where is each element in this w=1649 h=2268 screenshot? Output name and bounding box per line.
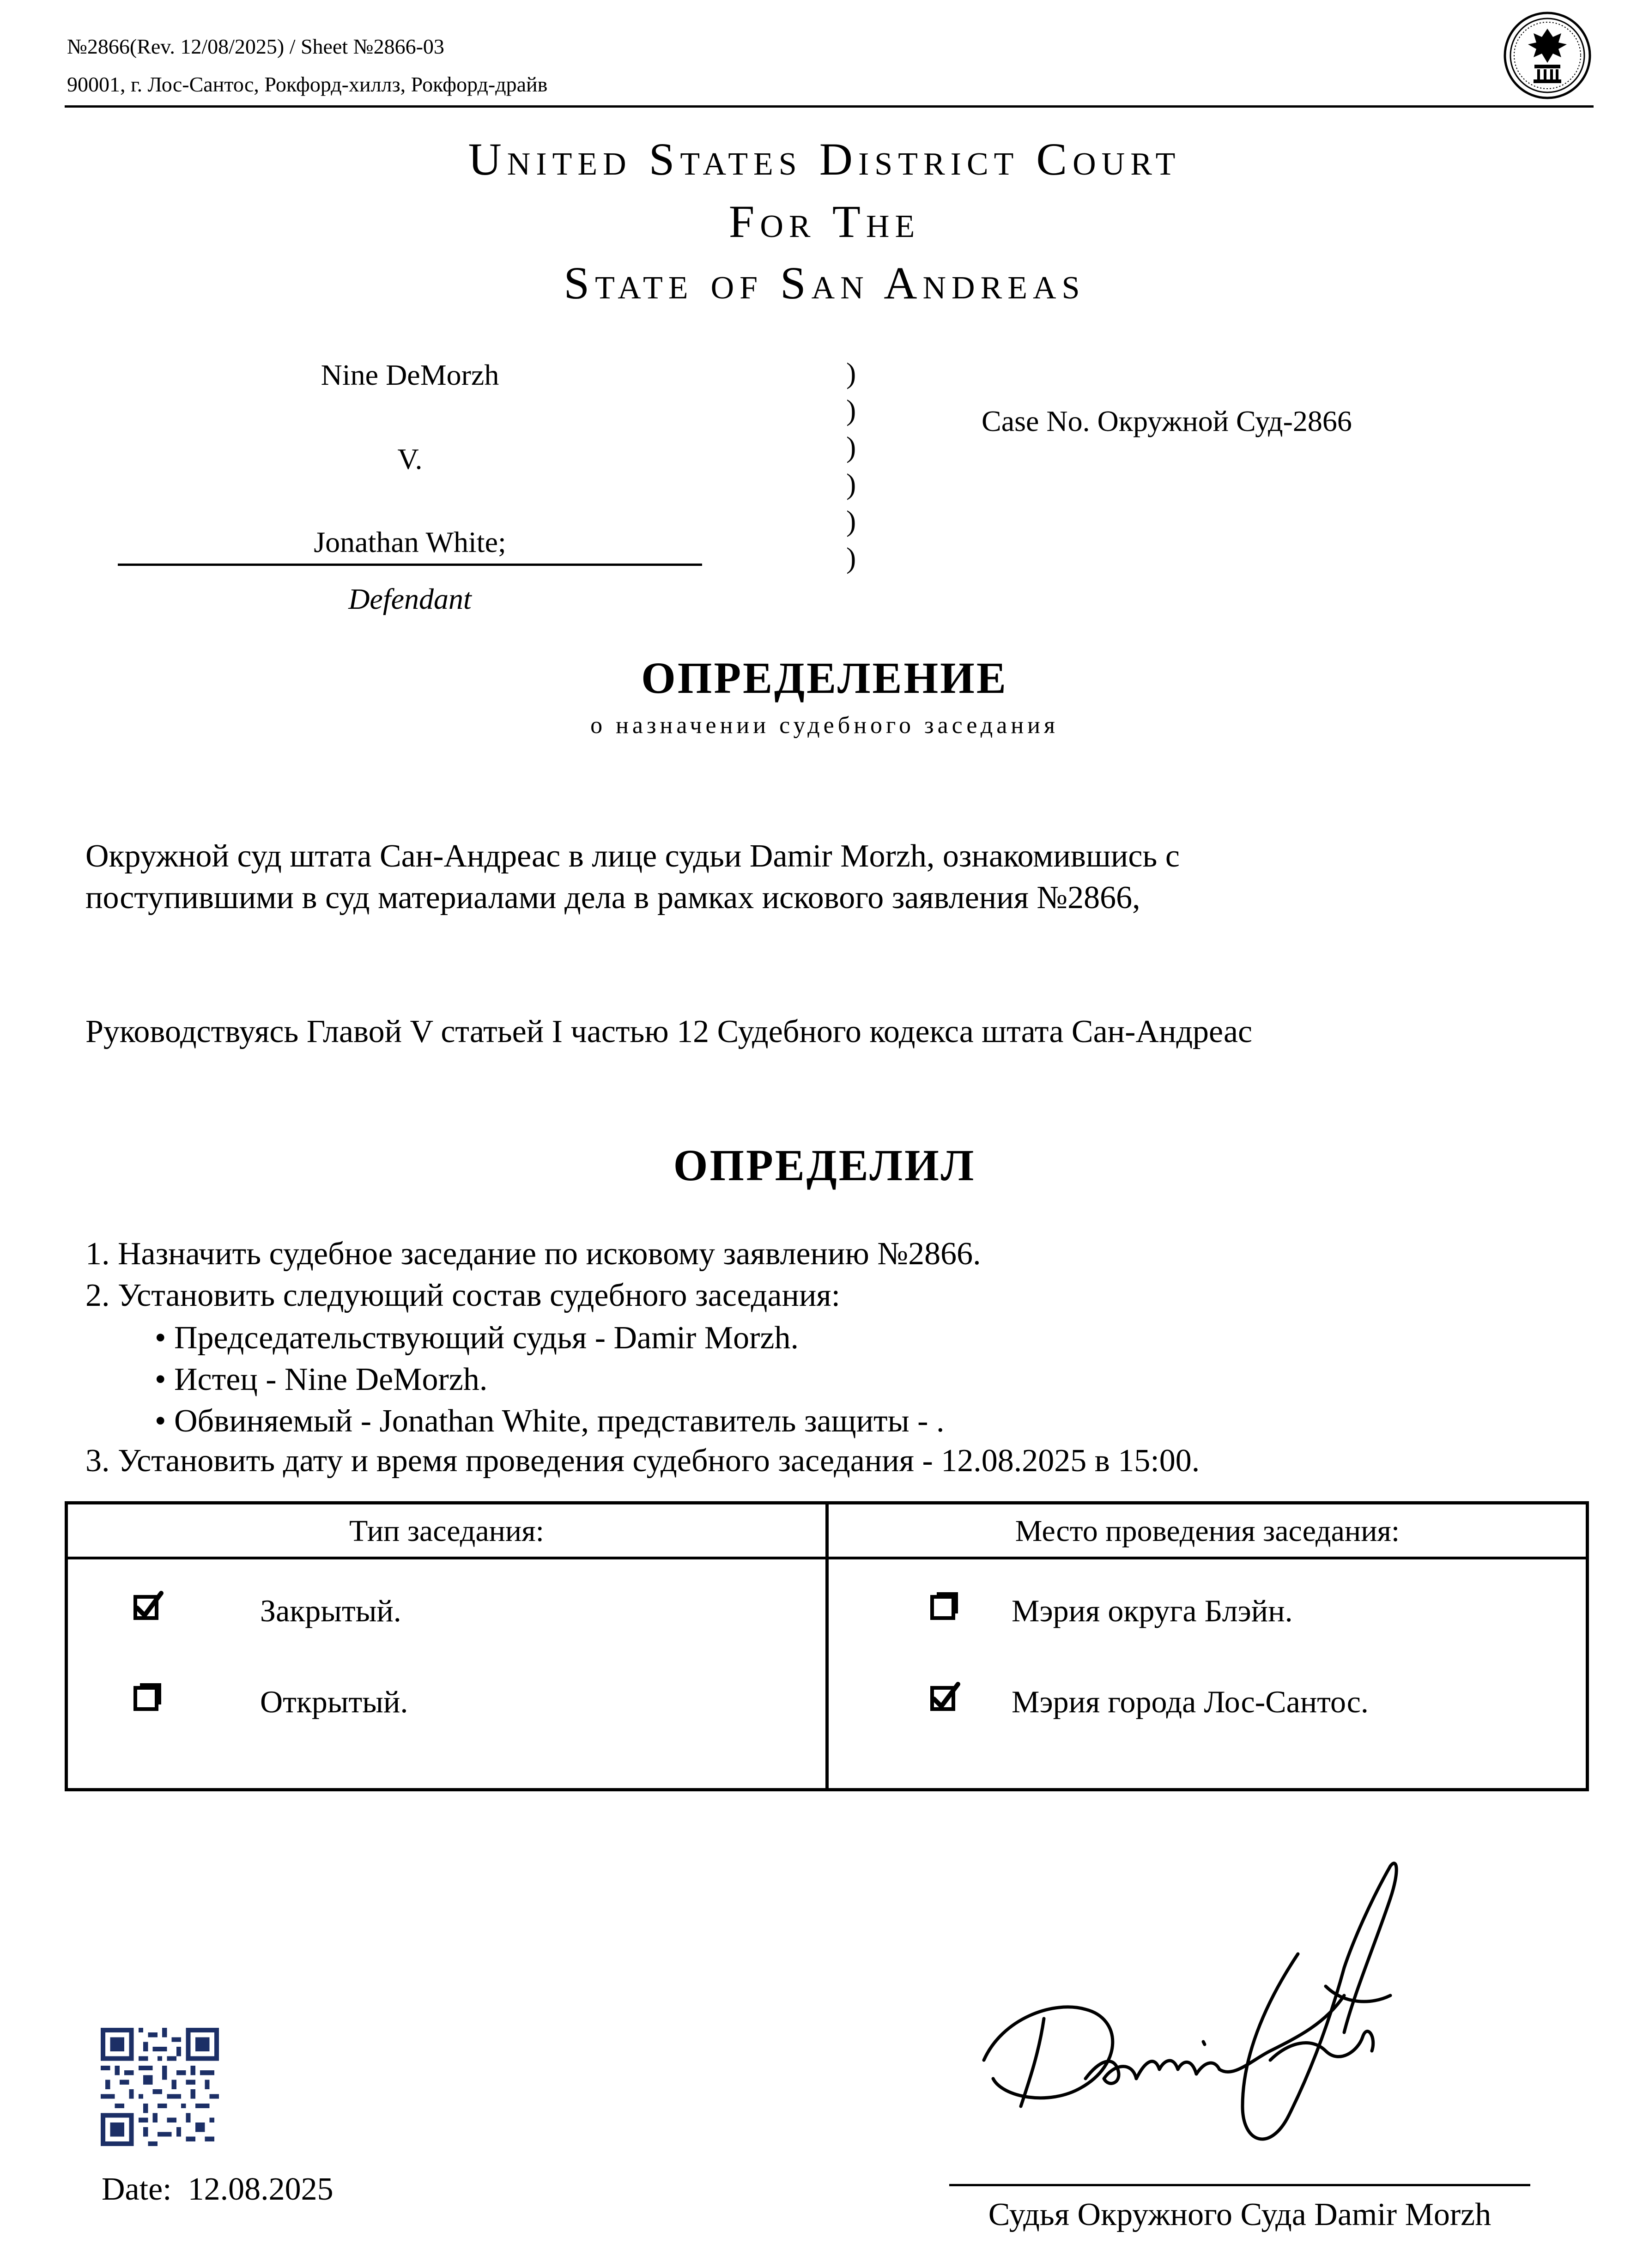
panel-defendant: • Обвиняемый - Jonathan White, представитель защиты - . bbox=[155, 1403, 945, 1439]
option-blaine-county-hall: Мэрия округа Блэйн. bbox=[1012, 1593, 1293, 1628]
court-seal-icon bbox=[1501, 9, 1594, 102]
ruling-item-3: 3. Установить дату и время проведения судебного заседания - 12.08.2025 в 15:00. bbox=[85, 1443, 1200, 1479]
judge-signature bbox=[947, 1820, 1547, 2176]
defendant-divider bbox=[118, 564, 702, 566]
table-column-divider bbox=[825, 1501, 829, 1791]
checkbox-unchecked-icon[interactable] bbox=[928, 1590, 961, 1624]
defendant-name: Jonathan White; bbox=[314, 526, 506, 558]
option-los-santos-city-hall: Мэрия города Лос-Сантос. bbox=[1012, 1684, 1369, 1719]
intro-line-2: поступившими в суд материалами дела в рамках искового заявления №2866, bbox=[85, 880, 1140, 916]
plaintiff-name: Nine DeMorzh bbox=[321, 358, 499, 391]
signature-caption: Судья Окружного Суда Damir Morzh bbox=[988, 2197, 1491, 2232]
versus-label: V. bbox=[397, 443, 423, 475]
option-closed-session: Закрытый. bbox=[260, 1593, 401, 1628]
document-date bbox=[102, 2173, 333, 2206]
qr-code-icon bbox=[101, 2028, 219, 2146]
panel-judge: • Председательствующий судья - Damir Morzh. bbox=[155, 1320, 799, 1356]
panel-plaintiff: • Истец - Nine DeMorzh. bbox=[155, 1362, 488, 1397]
ruling-item-2: 2. Установить следующий состав судебного заседания: bbox=[85, 1278, 841, 1313]
checkbox-checked-icon[interactable] bbox=[131, 1590, 164, 1624]
court-title-line2: For The bbox=[728, 196, 921, 247]
legal-basis: Руководствуясь Главой V статьей I частью 12 Судебного кодекса штата Сан-Андреас bbox=[85, 1014, 1253, 1049]
court-address: 90001, г. Лос-Сантос, Рокфорд-хиллз, Рокфорд-драйв bbox=[67, 73, 548, 96]
header-divider bbox=[65, 105, 1594, 108]
session-type-header: Тип заседания: bbox=[349, 1514, 544, 1548]
caption-parentheses: ) ) ) ) ) ) bbox=[846, 357, 856, 574]
defendant-role: Defendant bbox=[348, 582, 472, 615]
signature-line bbox=[949, 2184, 1530, 2186]
ruling-item-1: 1. Назначить судебное заседание по исковому заявлению №2866. bbox=[85, 1236, 981, 1272]
ruling-subtitle: о назначении судебного заседания bbox=[590, 712, 1059, 739]
date-value: 12.08.2025 bbox=[188, 2171, 333, 2207]
decided-heading: ОПРЕДЕЛИЛ bbox=[673, 1140, 976, 1190]
court-title-line1: United States District Court bbox=[468, 133, 1181, 185]
checkbox-checked-icon[interactable] bbox=[928, 1681, 961, 1715]
table-header-divider bbox=[65, 1557, 1589, 1559]
document-number: №2866(Rev. 12/08/2025) / Sheet №2866-03 bbox=[67, 35, 444, 58]
case-number: Case No. Окружной Суд-2866 bbox=[982, 405, 1352, 437]
date-label: Date: bbox=[102, 2171, 172, 2207]
option-open-session: Открытый. bbox=[260, 1684, 408, 1719]
ruling-title: ОПРЕДЕЛЕНИЕ bbox=[641, 653, 1008, 703]
court-title-line3: State of San Andreas bbox=[564, 257, 1085, 309]
session-place-header: Место проведения заседания: bbox=[1015, 1514, 1400, 1548]
checkbox-unchecked-icon[interactable] bbox=[131, 1681, 164, 1715]
intro-line-1: Окружной суд штата Сан-Андреас в лице судьи Damir Morzh, ознакомившись с bbox=[85, 838, 1180, 874]
